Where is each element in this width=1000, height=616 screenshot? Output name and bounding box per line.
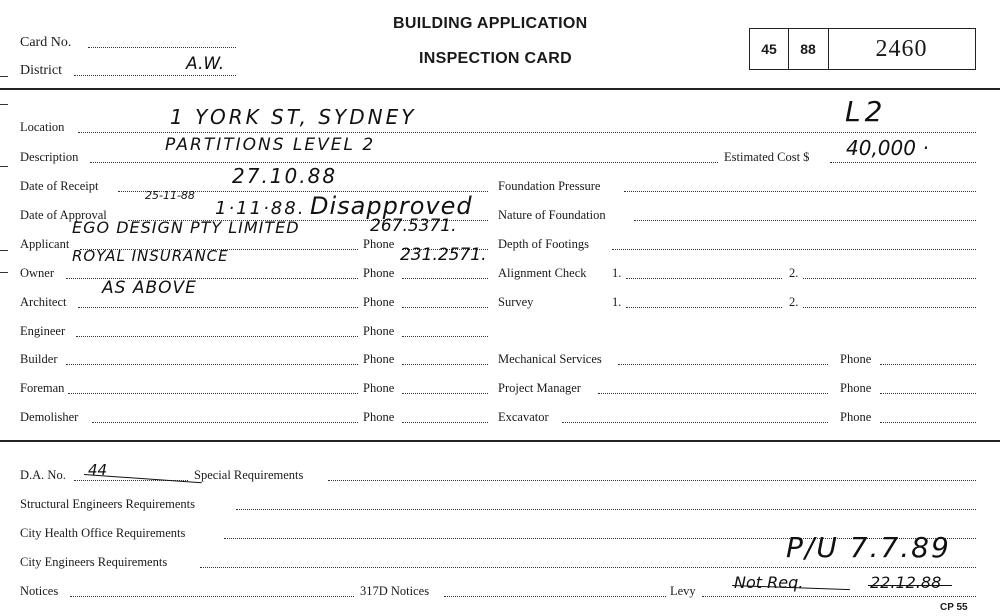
levy-line [702, 596, 976, 597]
foreman-phone-line [402, 393, 488, 394]
demolisher-line [92, 422, 358, 423]
levy-value: Not Req. [734, 573, 804, 592]
card-no-line [88, 47, 236, 48]
excavator-line [562, 422, 828, 423]
foreman-label: Foreman [20, 381, 65, 395]
mechanical-phone-label: Phone [840, 352, 872, 366]
margin-tick [0, 104, 8, 105]
depth-footings-label: Depth of Footings [498, 237, 589, 251]
builder-line [66, 364, 358, 365]
mechanical-services-line [618, 364, 828, 365]
alignment-num-1: 1. [612, 266, 622, 280]
card-number-box [749, 28, 976, 70]
district-label: District [20, 63, 62, 78]
structural-requirements-line [236, 509, 976, 510]
description-value: PARTITIONS LEVEL 2 [165, 135, 376, 155]
notices-317d-label: 317D Notices [360, 584, 430, 598]
architect-phone-line [402, 307, 488, 308]
notices-label: Notices [20, 584, 59, 598]
card-title-line1: BUILDING APPLICATION [393, 15, 588, 32]
survey-label: Survey [498, 295, 534, 309]
owner-label: Owner [20, 266, 55, 280]
estimated-cost-line [830, 162, 976, 163]
location-code: L2 [845, 95, 887, 128]
special-requirements-label: Special Requirements [194, 468, 304, 482]
date-receipt-label: Date of Receipt [20, 179, 99, 193]
location-label: Location [20, 120, 65, 134]
applicant-phone-label: Phone [363, 237, 395, 251]
project-manager-line [598, 393, 828, 394]
builder-label: Builder [20, 352, 58, 366]
special-requirements-line [328, 480, 976, 481]
mechanical-services-label: Mechanical Services [498, 352, 602, 366]
builder-phone-line [402, 364, 488, 365]
district-value: A.W. [186, 54, 225, 74]
alignment-num-2: 2. [789, 266, 799, 280]
requirements-separator [0, 440, 1000, 442]
structural-requirements-label: Structural Engineers Requirements [20, 497, 195, 511]
foundation-pressure-label: Foundation Pressure [498, 179, 601, 193]
margin-tick [0, 250, 8, 251]
approval-status: Disapproved [310, 192, 473, 220]
engineer-phone-line [402, 336, 488, 337]
architect-line [78, 307, 358, 308]
applicant-value: EGO DESIGN PTY LIMITED [72, 218, 300, 237]
alignment-check-label: Alignment Check [498, 266, 587, 280]
architect-phone-label: Phone [363, 295, 395, 309]
project-manager-phone-label: Phone [840, 381, 872, 395]
owner-phone-line [402, 278, 488, 279]
architect-label: Architect [20, 295, 67, 309]
owner-value: ROYAL INSURANCE [72, 247, 229, 265]
excavator-phone-line [880, 422, 976, 423]
date-receipt-value: 27.10.88 [232, 164, 338, 188]
margin-tick [0, 76, 8, 77]
engineer-label: Engineer [20, 324, 66, 338]
depth-footings-line [612, 249, 976, 250]
health-requirements-label: City Health Office Requirements [20, 526, 186, 540]
engineers-requirements-line [200, 567, 976, 568]
nature-foundation-label: Nature of Foundation [498, 208, 606, 222]
owner-phone-label: Phone [363, 266, 395, 280]
applicant-phone: 267.5371. [370, 216, 457, 236]
box-year-a: 45 [761, 41, 777, 57]
levy-label: Levy [670, 584, 696, 598]
levy-date: 22.12.88 [870, 573, 942, 592]
nature-foundation-line [634, 220, 976, 221]
description-line [90, 162, 718, 163]
engineer-phone-label: Phone [363, 324, 395, 338]
project-manager-label: Project Manager [498, 381, 581, 395]
location-line [78, 132, 976, 133]
card-number: 2460 [875, 35, 928, 62]
survey-line-2 [803, 307, 976, 308]
mechanical-phone-line [880, 364, 976, 365]
box-year-b: 88 [800, 41, 816, 57]
location-value: 1 YORK ST, SYDNEY [170, 105, 417, 129]
project-manager-phone-line [880, 393, 976, 394]
survey-num-1: 1. [612, 295, 622, 309]
district-line [74, 75, 236, 76]
foreman-line [68, 393, 358, 394]
foreman-phone-label: Phone [363, 381, 395, 395]
foundation-pressure-line [624, 191, 976, 192]
da-no-value: 44 [88, 461, 108, 479]
notices-317d-line [444, 596, 666, 597]
demolisher-phone-label: Phone [363, 410, 395, 424]
notices-line [70, 596, 354, 597]
card-title-line2: INSPECTION CARD [419, 50, 572, 67]
description-label: Description [20, 150, 79, 164]
alignment-line-2 [803, 278, 976, 279]
header-separator [0, 88, 1000, 90]
estimated-cost-value: 40,000 · [846, 136, 929, 160]
architect-value: AS ABOVE [102, 278, 197, 298]
engineers-requirements-label: City Engineers Requirements [20, 555, 168, 569]
da-no-label: D.A. No. [20, 468, 66, 482]
applicant-label: Applicant [20, 237, 70, 251]
engineer-line [76, 336, 358, 337]
builder-phone-label: Phone [363, 352, 395, 366]
engineers-requirements-value: P/U 7.7.89 [786, 531, 951, 564]
margin-tick [0, 272, 8, 273]
date-approval-note: 25-11-88 [145, 189, 195, 202]
owner-phone: 231.2571. [400, 245, 487, 265]
date-approval-label: Date of Approval [20, 208, 107, 222]
demolisher-phone-line [402, 422, 488, 423]
estimated-cost-label: Estimated Cost $ [724, 150, 810, 164]
survey-num-2: 2. [789, 295, 799, 309]
date-approval-value: 1·11·88. [215, 198, 306, 219]
excavator-label: Excavator [498, 410, 549, 424]
demolisher-label: Demolisher [20, 410, 79, 424]
margin-tick [0, 166, 8, 167]
alignment-line-1 [626, 278, 782, 279]
survey-line-1 [626, 307, 782, 308]
form-code: CP 55 [940, 602, 968, 613]
excavator-phone-label: Phone [840, 410, 872, 424]
card-no-label: Card No. [20, 35, 72, 50]
levy-date-strikethrough [868, 585, 952, 586]
